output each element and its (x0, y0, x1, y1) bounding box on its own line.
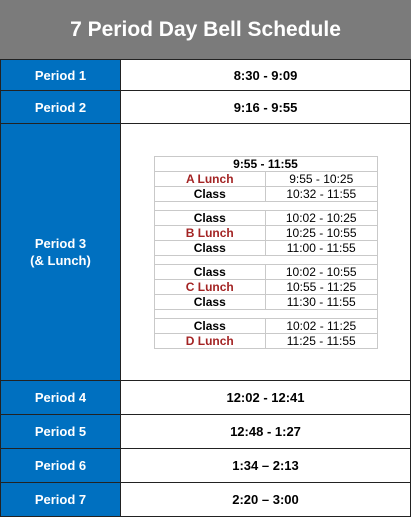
lunch-row (154, 241, 377, 256)
period-row (1, 449, 411, 483)
lunch-row (154, 211, 377, 226)
lunch-row (154, 265, 377, 280)
lunch-time: 10:55 - 11:25 (266, 280, 378, 295)
period-label: Period 7 (1, 483, 121, 517)
period-time: 8:30 - 9:09 (121, 60, 411, 91)
class-name: Class (154, 319, 266, 334)
class-time: 10:02 - 10:25 (266, 211, 378, 226)
class-name: Class (154, 187, 266, 202)
class-time: 10:02 - 11:25 (266, 319, 378, 334)
lunch-row (154, 280, 377, 295)
lunch-name: D Lunch (154, 334, 266, 349)
lunch-row (154, 319, 377, 334)
period-row-lunch (1, 124, 411, 381)
period-label: Period 6 (1, 449, 121, 483)
period-row (1, 483, 411, 517)
class-time: 11:30 - 11:55 (266, 295, 378, 310)
period-row (1, 381, 411, 415)
class-name: Class (154, 295, 266, 310)
period-label-line2: (& Lunch) (30, 253, 91, 268)
schedule-table (0, 59, 411, 517)
period-label: Period 5 (1, 415, 121, 449)
period-time: 2:20 – 3:00 (121, 483, 411, 517)
lunch-table (154, 156, 378, 349)
spacer-row (154, 256, 377, 265)
lunch-header-row (154, 157, 377, 172)
lunch-row (154, 334, 377, 349)
spacer (154, 202, 377, 211)
lunch-cell (121, 124, 411, 381)
lunch-row (154, 226, 377, 241)
class-name: Class (154, 265, 266, 280)
class-time: 10:02 - 10:55 (266, 265, 378, 280)
period-time: 12:48 - 1:27 (121, 415, 411, 449)
lunch-name: C Lunch (154, 280, 266, 295)
period-row (1, 60, 411, 91)
spacer (154, 310, 377, 319)
class-time: 10:32 - 11:55 (266, 187, 378, 202)
lunch-name: A Lunch (154, 172, 266, 187)
spacer-row (154, 202, 377, 211)
period-label: Period 4 (1, 381, 121, 415)
period-row (1, 91, 411, 124)
period-label-line1: Period 3 (34, 236, 87, 251)
lunch-time: 10:25 - 10:55 (266, 226, 378, 241)
class-name: Class (154, 241, 266, 256)
lunch-table-wrap (121, 155, 410, 349)
lunch-time: 9:55 - 10:25 (266, 172, 378, 187)
spacer (154, 256, 377, 265)
lunch-row (154, 172, 377, 187)
period-time: 12:02 - 12:41 (121, 381, 411, 415)
period-label: Period 2 (1, 91, 121, 124)
period-time: 9:16 - 9:55 (121, 91, 411, 124)
lunch-row (154, 187, 377, 202)
schedule-title: 7 Period Day Bell Schedule (0, 0, 411, 59)
period-time: 1:34 – 2:13 (121, 449, 411, 483)
lunch-row (154, 295, 377, 310)
class-name: Class (154, 211, 266, 226)
lunch-time: 11:25 - 11:55 (266, 334, 378, 349)
period-label (1, 124, 121, 381)
period-label: Period 1 (1, 60, 121, 91)
period-row (1, 415, 411, 449)
class-time: 11:00 - 11:55 (266, 241, 378, 256)
lunch-header: 9:55 - 11:55 (154, 157, 377, 172)
spacer-row (154, 310, 377, 319)
lunch-name: B Lunch (154, 226, 266, 241)
